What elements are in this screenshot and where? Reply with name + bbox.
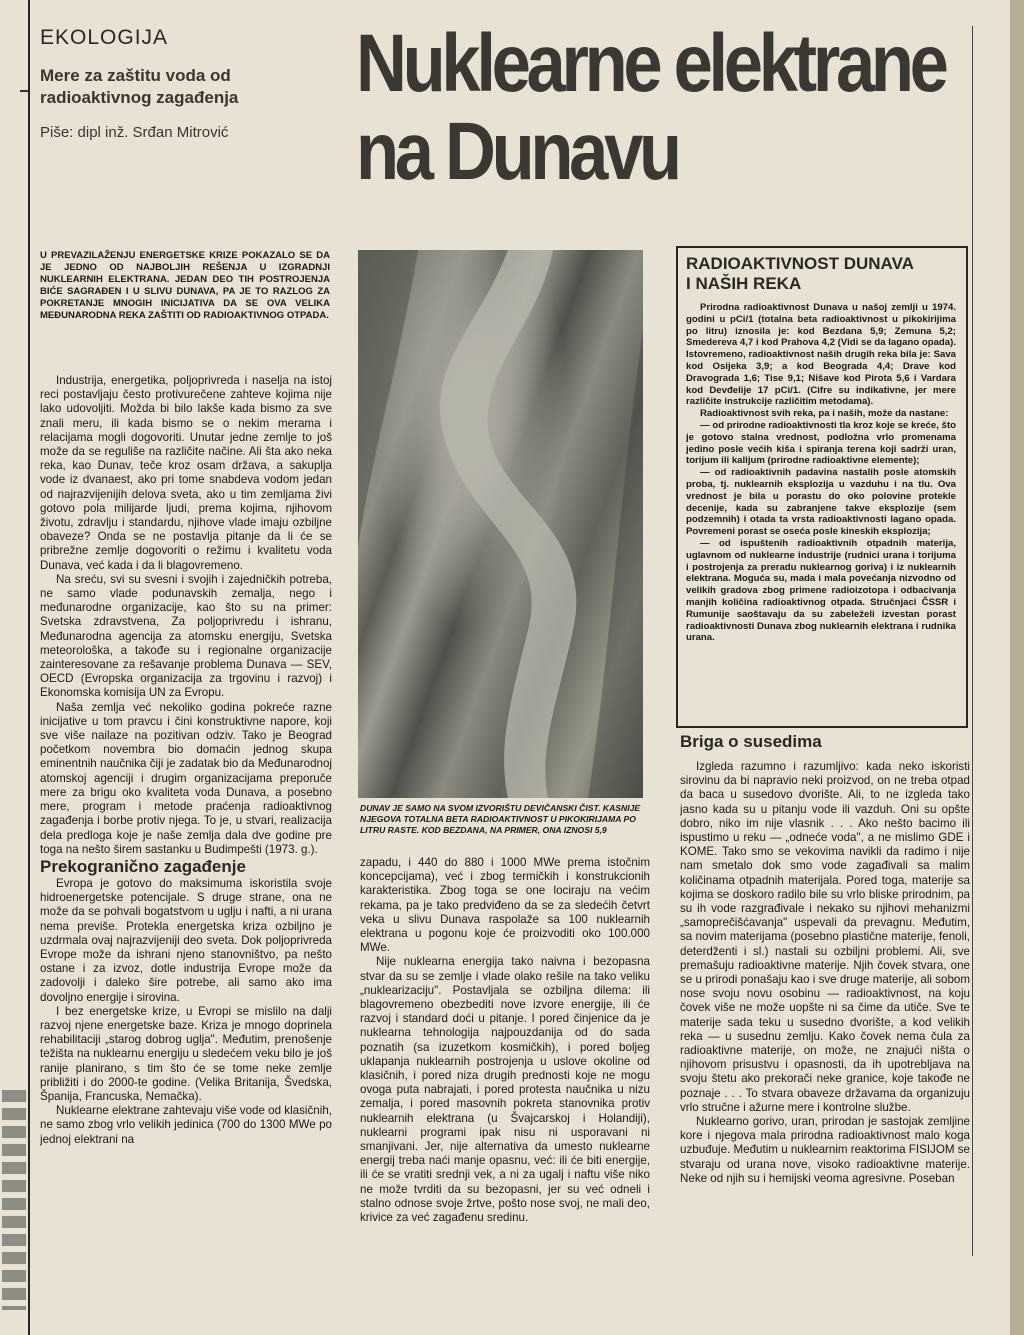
box-paragraph: — od prirodne radioaktivnosti tla kroz koje se kreće, što je gotovo stalna vrednost, podložna vrlo promenama jedino posle većih kiša i spiranja terena koji sadrži uran, torijum ili kalijum (prirodne radioaktivne elemente); — [686, 419, 956, 467]
deck-line-2: radioaktivnog zagađenja — [40, 88, 239, 107]
body-paragraph: Nuklearne elektrane zahtevaju više vode od klasičnih, ne samo zbog vrlo velikih jedinica (700 do 1300 MWe po jednoj elektrani na — [40, 1104, 332, 1146]
body-paragraph: Naša zemlja već nekoliko godina pokreće razne inicijative u tom pravcu i čini konstruktivne napore, koji sve više nailaze na pozitivan odziv. Tako je Beograd početkom novembra bio domaćin jednog skupa eminentnih naučnika čiji je zadatak bio da Međunarodnoj atomskoj agenciji i drugim organizacijama preporuče mere za brigu oko kvaliteta voda Dunava, a posebno mere, program i metode praćenja radioaktivnog zagađenja i borbe protiv njega. To je, u stvari, realizacija dela predloga koje je naše zemlja dala dve godine pre toga na nešto širem sastanku u Budimpešti (1973. g.). — [40, 700, 332, 856]
binding-edge — [2, 1090, 26, 1310]
subhead-prekogranicno: Prekogranično zagađenje — [40, 856, 246, 876]
lead-paragraph: U PREVAZILAŽENJU ENERGETSKE KRIZE POKAZALO SE DA JE JEDNO OD NAJBOLJIH REŠENJA U IZGRADNJI NUKLEARNIH ELEKTRANA. JEDAN DEO TIH POSTROJENJA BIĆE SAGRAĐEN I U SLIVU DUNAVA, PA JE TO RAZLOG ZA POKRETANJE MNOGIH INICIJATIVA DA SE OVA VELIKA MEĐUNARODNA REKA ZAŠTITI OD RADIOAKTIVNOG OTPADA. — [40, 250, 330, 321]
photo-caption: DUNAV JE SAMO NA SVOM IZVORIŠTU DEVIČANSKI ČIST. KASNIJE NJEGOVA TOTALNA BETA RADIOAKTIVNOST U PIKOKIRIJAMA PO LITRU RASTE. KOD BEZDANA, NA PRIMER, ONA IZNOSI 5,9 — [360, 803, 641, 835]
body-paragraph: Nije nuklearna energija tako naivna i bezopasna stvar da su se zemlje i vlade olako rešile na tako veliku „nuklearizaciju". Postavljala se ozbiljna dilema: ili blagovremeno obezbediti nove izvore energije, ili će razvoj i standard doći u pitanje. I pored činjenice da je nuklearna tehnologija najpouzdanija od do sada poznatih (sa izuzetkom kosmičkih), i pored boljeg uklapanja nuklearnih postrojenja u uslove okoline od klasičnih, i pored niza drugih prednosti koje ne mogu ovoga puta nabrajati, i pored protesta naučnika u nizu zemalja, i pored masovnih pokreta stanovnika protiv nuklearnih elektrana (u Švajcarskoj i Holandiji), nuklearni programi ipak nisu ni usporavani ni smanjivani. Jer, nije alternativa da umesto nuklearne energij treba naći manje opasnu, već: ili će biti energije, ili će se vratiti srednji vek, a ni za ugalj i naftu više niko ne može tvrditi da su bezopasni, jer su već odneli i stalno odnose svoje žrtve, pošto nose svoj, ne mali deo, krivice za već zagađenu sredinu. — [360, 955, 650, 1225]
margin-tick — [20, 90, 28, 92]
box-title-line-2: I NAŠIH REKA — [686, 274, 802, 293]
body-paragraph: Na sreću, svi su svesni i svojih i zajedničkih potreba, ne samo vlade podunavskih zemalja, nego i međunarodne organizacije, kao što su na primer: Svetska zdravstvena, Za poljoprivredu i ishranu, Međunarodna agencija za atomsku energiju, Svetska meteorološka, a takođe su i regionalne organizacije zainteresovane za rešavanje problema Dunava — SEV, OECD (Evropska organizacija za trgovinu i razvoj) i Ekonomska komisija UN za Evropu. — [40, 572, 332, 700]
photo-stream-shape — [358, 250, 643, 798]
article-deck — [40, 65, 340, 109]
body-paragraph: Izgleda razumno i razumljivo: kada neko iskoristi sirovinu da bi napravio neki proizvod, on ne treba otpad da baca u susedovo dvorište. Ali, to ne izgleda tako jasno kada su u pitanju vode ili vazduh. Oni su opšte dobro, niko im nije vlasnik . . . Ako nešto bacimo ili ispustimo u reku — „odneće voda", a ne mislimo GDE i KOME. Tako smo se vekovima navikli da radimo i nije nam smetalo dok smo vode zagađivali sa malim količinama otpadnih materijala. Pored toga, materije sa kojima se doskoro radilo bile su vrlo bliske prirodnim, pa su ih vode razgrađivale i nekako su njihovi mehanizmi „samoprečišćavanja" uspevali da prevagnu. Međutim, sa novim materijama (posebno plastične materije, fenoli, deterdženti i sl.) nastali su ozbiljni problemi. Ali, sve premašuju radioaktivne materije. Njih čovek stvara, one se u prirodi ponašaju kao i sve druge materije, ali sobom nose svoju novu osobinu — radioaktivnost, na koju čovek više ne može uopšte ni sa čime da utiče. Sve te materije sada teku u susedno dvorište, a kod velikih reka — u susednu zemlju. Kako čovek nema čula za radioaktivne materije, on može, ne znajući ništa o njihovom prisustvu i opasnosti, da ih upotrebljava na svoju štetu ako prekorači neke granice, koje takođe ne poznaje . . . To stvara obaveze državama da organizuju vrlo stručne i ažurne mere i kontrolne službe. — [680, 760, 970, 1114]
box-paragraph: Radioaktivnost svih reka, pa i naših, može da nastane: — [700, 408, 949, 420]
byline: Piše: dipl inž. Srđan Mitrović — [40, 124, 229, 141]
body-paragraph: Evropa je gotovo do maksimuma iskoristila svoje hidroenergetske potencijale. S druge strane, ona ne može da se pohvali bogatstvom u uglju i nafti, a ni urana nema previše. Protekla energetska kriza ozbiljno je uzdrmala ovaj najrazvijeniji deo sveta. Dok poljoprivreda Evrope može da ishrani njeno stanovništvo, pa nešto ostane i za izvoz, dotle industrija Evrope može da zadovolji i daleko šire potrebe, ali samo ako ima dovoljno energije i sirovina. — [40, 876, 332, 1004]
subhead-briga: Briga o susedima — [680, 732, 822, 751]
box-title-line-1: RADIOAKTIVNOST DUNAVA — [686, 254, 914, 273]
body-paragraph: I bez energetske krize, u Evropi se mislilo na dalji razvoj njene energetske baze. Kriza je mnogo doprinela rehabilitaciji „starog dobrog uglja". Međutim, prenošenje težišta na nuklearnu energiju u sledećem veku bilo je još ranije planirano, s tim što će se tome neke zemlje približiti i do 2000-te godine. (Velika Britanija, Švedska, Španija, Francuska, Nemačka). — [40, 1004, 332, 1103]
article-headline — [356, 18, 945, 197]
box-paragraph: Prirodna radioaktivnost Dunava u našoj zemlji u 1974. godini u pCi/1 (totalna beta radioaktivnost u pikokirijima po litru) iznosila je: kod Bezdana 5,9; Zemuna 5,2; Smedereva 4,7 i kod Prahova 4,2 (Vidi se da lagano opada). Istovremeno, radioaktivnost naših drugih reka bila je: Sava kod Osijeka 3,9; a kod Beograda 4,4; Drave kod Dravograda 1,6; Tise 9,1; Nišave kod Pirota 5,6 i Vardara kod Devđelije 17 pCi/1. (Cifre su indikativne, jer mere različite instrukcije različitim metodama). — [686, 302, 956, 408]
headline-line-2: na Dunavu — [356, 106, 678, 197]
left-margin-rule — [28, 0, 30, 1335]
sidebar-box-title — [686, 254, 956, 294]
box-paragraph: — od ispuštenih radioaktivnih otpadnih materija, uglavnom od nuklearne industrije (rudnici urana i torijuma i postrojenja za preradu nuklearnog goriva) i iz nuklearnih elektrana. Moguća su, mada i mala povećanja nizvodno od velikih gradova zbog primene radioizotopa i odbacivanja manjih količina radioaktivnog otpada. Stručnjaci ČSSR i Rumunije saoštavaju da su zabeleželi izvestan porast radioaktivnosti Dunava zbog nuklearnih elektrana i rudnika urana. — [686, 537, 956, 644]
headline-line-1: Nuklearne elektrane — [356, 18, 945, 109]
right-page-edge — [1010, 0, 1024, 1335]
box-paragraph: — od radioaktivnih padavina nastalih posle atomskih proba, tj. nuklearnih eksplozija u vazduhu i na tlu. Ova vrednost je bila u porastu do oko polovine protekle decenije, kada su zabranjene takve eksplozije (sem podzemnih) i otada ta vrsta radioaktivnosti lagano opada. Povremeni porast se oseća posle kineskih eksplozija; — [686, 467, 956, 538]
column-2 — [360, 856, 650, 1276]
column-1 — [40, 374, 332, 1304]
river-source-photo — [358, 250, 643, 798]
right-column-rule — [972, 26, 973, 1256]
column-3 — [680, 760, 970, 1280]
section-rubric: EKOLOGIJA — [40, 26, 169, 49]
body-paragraph: Nuklearno gorivo, uran, prirodan je sastojak zemljine kore i njegova mala prirodna radioaktivnost malo koga uzbuđuje. Međutim u nuklearnim reaktorima FISIJOM se stvaraju od urana nove, visoko radioaktivne materije. Neke od njih su i hemijski veoma agresivne. Poseban — [680, 1115, 970, 1185]
body-paragraph: Industrija, energetika, poljoprivreda i naselja na istoj reci postavljaju često protivurečene zahteve kojima nije lako udovoljiti. Možda bi bilo lakše kada bismo za sve znali meru, ili kada bismo se o nekim merama i relacijama mogli dogovoriti. Unutar jedne zemlje to još može da se reguliše na različite načine. Ali šta ako neka reka, kao Dunav, teče kroz osam država, a sakuplja vode iz dvanaest, ako pri tome snabdeva vodom jedan od najrazvijenijih delova sveta, ako u tim zemljama živi gotovo pola milijarde ljudi, prema kojima, njihovom životu, zdravlju i standardu, njihove vlade imaju ozbiljne obaveze? Onda se ne postavlja pitanje da li će se pribrežne zemlje dogovoriti o režimu i kvalitetu voda Dunava, već kada i da li blagovremeno. — [40, 374, 332, 572]
body-paragraph: zapadu, i 440 do 880 i 1000 MWe prema istočnim koncepcijama), već i zbog termičkih i konstrukcionih karakteristika. Zbog toga se one lociraju na većim rekama, pa je tako predviđeno da se za sledećih četvrt veka u slivu Dunava raspolaže sa 100 nuklearnih elektrana u pogonu koje će proizvoditi oko 100.000 MWe. — [360, 856, 650, 955]
deck-line-1: Mere za zaštitu voda od — [40, 66, 231, 85]
sidebar-box-text — [686, 302, 956, 720]
